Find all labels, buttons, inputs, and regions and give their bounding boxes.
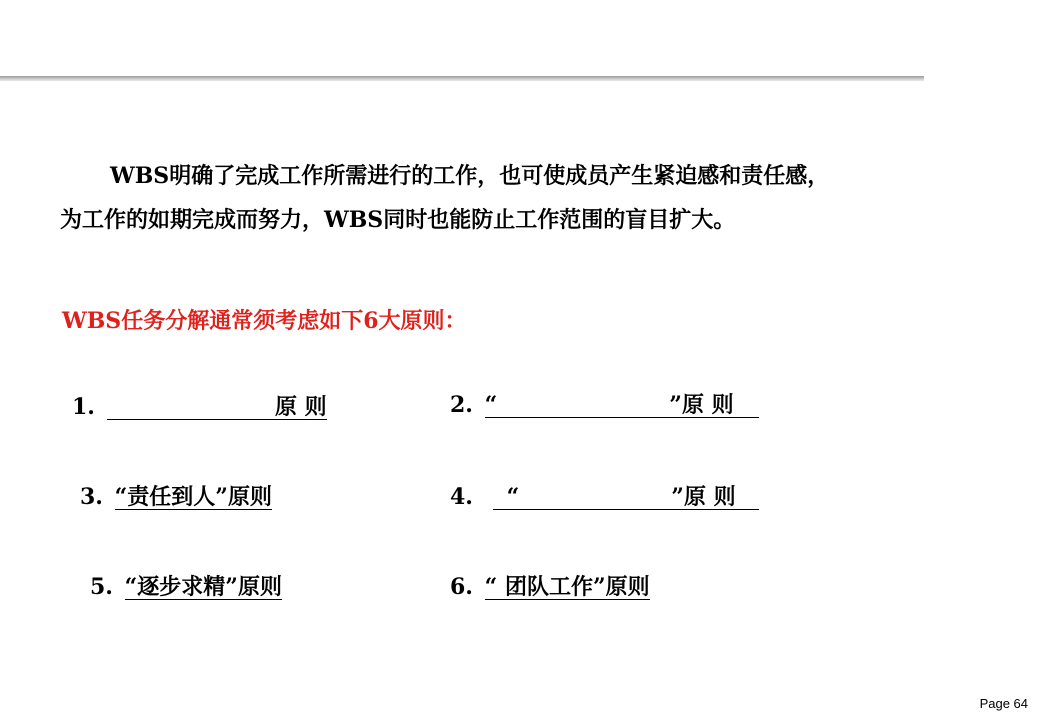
item-text: ”原 则 <box>671 484 736 510</box>
item-number: 4. <box>450 484 473 510</box>
item-number: 1. <box>72 394 95 420</box>
item-number: 5. <box>90 574 113 600</box>
item-text: ”原 则 <box>669 392 734 418</box>
item-text: “ 团队工作”原则 <box>484 574 650 600</box>
principle-item-1 <box>72 394 327 420</box>
principle-item-5 <box>90 574 282 600</box>
item-number: 2. <box>450 392 473 418</box>
principle-item-6 <box>450 574 650 600</box>
fill-blank[interactable] <box>493 485 759 510</box>
fill-blank[interactable] <box>107 395 327 420</box>
paragraph-line-2: 为工作的如期完成而努力，WBS同时也能防止工作范围的盲目扩大。 <box>60 207 736 233</box>
open-quote: “ <box>484 392 498 418</box>
header-divider <box>0 76 924 81</box>
page-number: Page 64 <box>979 696 1028 711</box>
body-paragraph <box>60 154 960 242</box>
item-number: 3. <box>80 484 103 510</box>
item-text: “责任到人”原则 <box>114 484 272 510</box>
principle-item-3 <box>80 484 272 510</box>
item-text: 原 则 <box>274 394 327 420</box>
principle-item-2 <box>450 392 759 418</box>
principles-intro: WBS任务分解通常须考虑如下6大原则： <box>62 308 467 334</box>
principle-item-4 <box>450 484 759 510</box>
item-number: 6. <box>450 574 473 600</box>
open-quote: “ <box>506 484 520 510</box>
fill-blank[interactable] <box>485 393 759 418</box>
paragraph-line-1: WBS明确了完成工作所需进行的工作，也可使成员产生紧迫感和责任感， <box>110 163 830 189</box>
item-text: “逐步求精”原则 <box>124 574 282 600</box>
